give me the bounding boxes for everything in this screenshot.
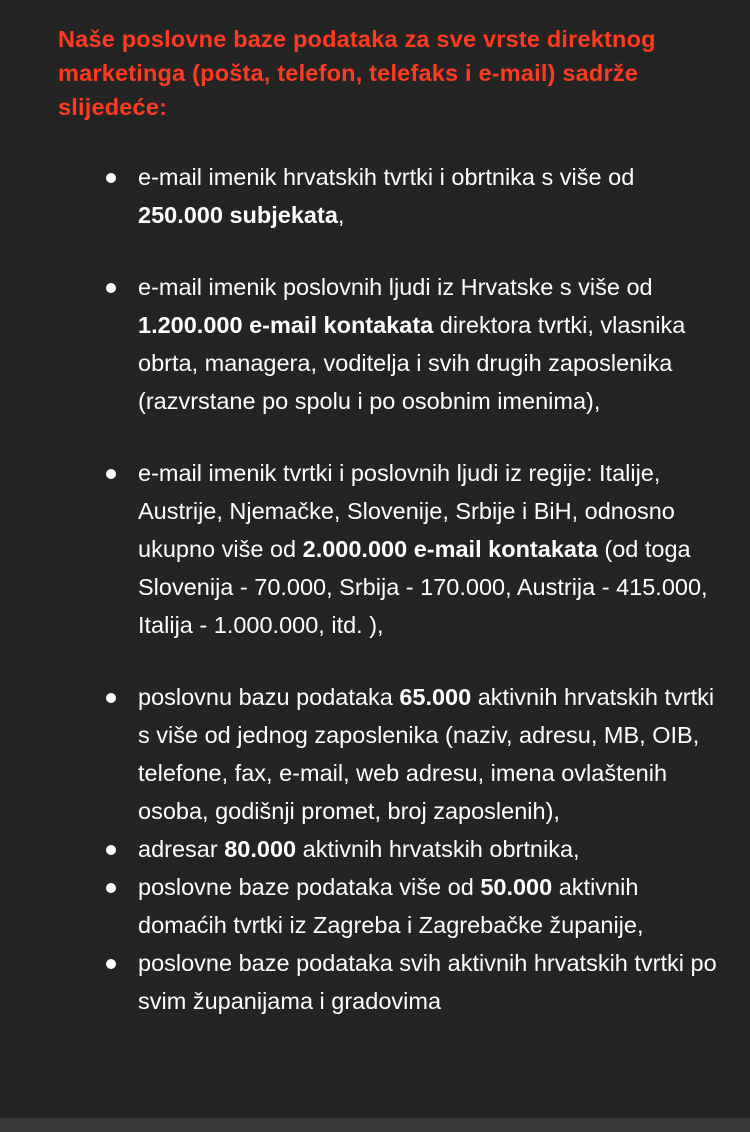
item-text-end: aktivnih hrvatskih tvrtki s više od jednog zaposlenika (naziv, adresu, MB, OIB, telefone, fax, e-mail, web adresu, imena ovlaštenih osoba, godišnji promet, broj zaposlenih), bbox=[138, 684, 715, 824]
article-content bbox=[58, 22, 718, 1020]
item-text-end: (od toga Slovenija - 70.000, Srbija - 170.000, Austrija - 415.000, Italija - 1.000.000, itd. ), bbox=[138, 536, 708, 638]
list-item bbox=[58, 454, 718, 644]
section-heading: Naše poslovne baze podataka za sve vrste direktnog marketinga (pošta, telefon, telefaks i e-mail) sadrže slijedeće: bbox=[58, 26, 656, 120]
item-text: e-mail imenik hrvatskih tvrtki i obrtnika s više od bbox=[138, 164, 635, 190]
list-item bbox=[58, 158, 718, 234]
bullet-icon bbox=[106, 693, 116, 703]
item-text-end: aktivnih hrvatskih obrtnika, bbox=[296, 836, 580, 862]
item-highlight: 65.000 bbox=[399, 684, 472, 710]
bullet-icon bbox=[106, 469, 116, 479]
item-highlight: 80.000 bbox=[224, 836, 297, 862]
bottom-toolbar bbox=[0, 1118, 750, 1132]
bullet-icon bbox=[106, 173, 116, 183]
item-text-end: direktora tvrtki, vlasnika obrta, managera, voditelja i svih drugih zaposlenika (razvrstane po spolu i po osobnim imenima), bbox=[138, 312, 686, 414]
item-text: poslovne baze podataka više od bbox=[138, 874, 481, 900]
database-list bbox=[58, 158, 718, 1020]
bullet-icon bbox=[106, 959, 116, 969]
list-item bbox=[58, 944, 718, 1020]
list-item bbox=[58, 268, 718, 420]
bullet-icon bbox=[106, 845, 116, 855]
item-highlight: 50.000 bbox=[480, 874, 553, 900]
item-text-end: , bbox=[337, 202, 345, 228]
item-text: adresar bbox=[138, 836, 225, 862]
list-item bbox=[58, 868, 718, 944]
bullet-icon bbox=[106, 283, 116, 293]
bullet-icon bbox=[106, 883, 116, 893]
item-text: e-mail imenik poslovnih ljudi iz Hrvatske s više od bbox=[138, 274, 653, 300]
item-highlight: 2.000.000 e-mail kontakata bbox=[302, 536, 598, 562]
item-text: poslovnu bazu podataka bbox=[138, 684, 400, 710]
item-text: e-mail imenik tvrtki i poslovnih ljudi iz regije: Italije, Austrije, Njemačke, Slovenije, Srbije i BiH, odnosno ukupno više od bbox=[138, 460, 675, 562]
list-item bbox=[58, 678, 718, 830]
list-item bbox=[58, 830, 718, 868]
item-text: poslovne baze podataka svih aktivnih hrvatskih tvrtki po svim županijama i gradovima bbox=[138, 950, 717, 1014]
item-highlight: 1.200.000 e-mail kontakata bbox=[138, 312, 434, 338]
item-highlight: 250.000 subjekata bbox=[138, 202, 338, 228]
item-text-end: aktivnih domaćih tvrtki iz Zagreba i Zagrebačke županije, bbox=[138, 874, 644, 938]
